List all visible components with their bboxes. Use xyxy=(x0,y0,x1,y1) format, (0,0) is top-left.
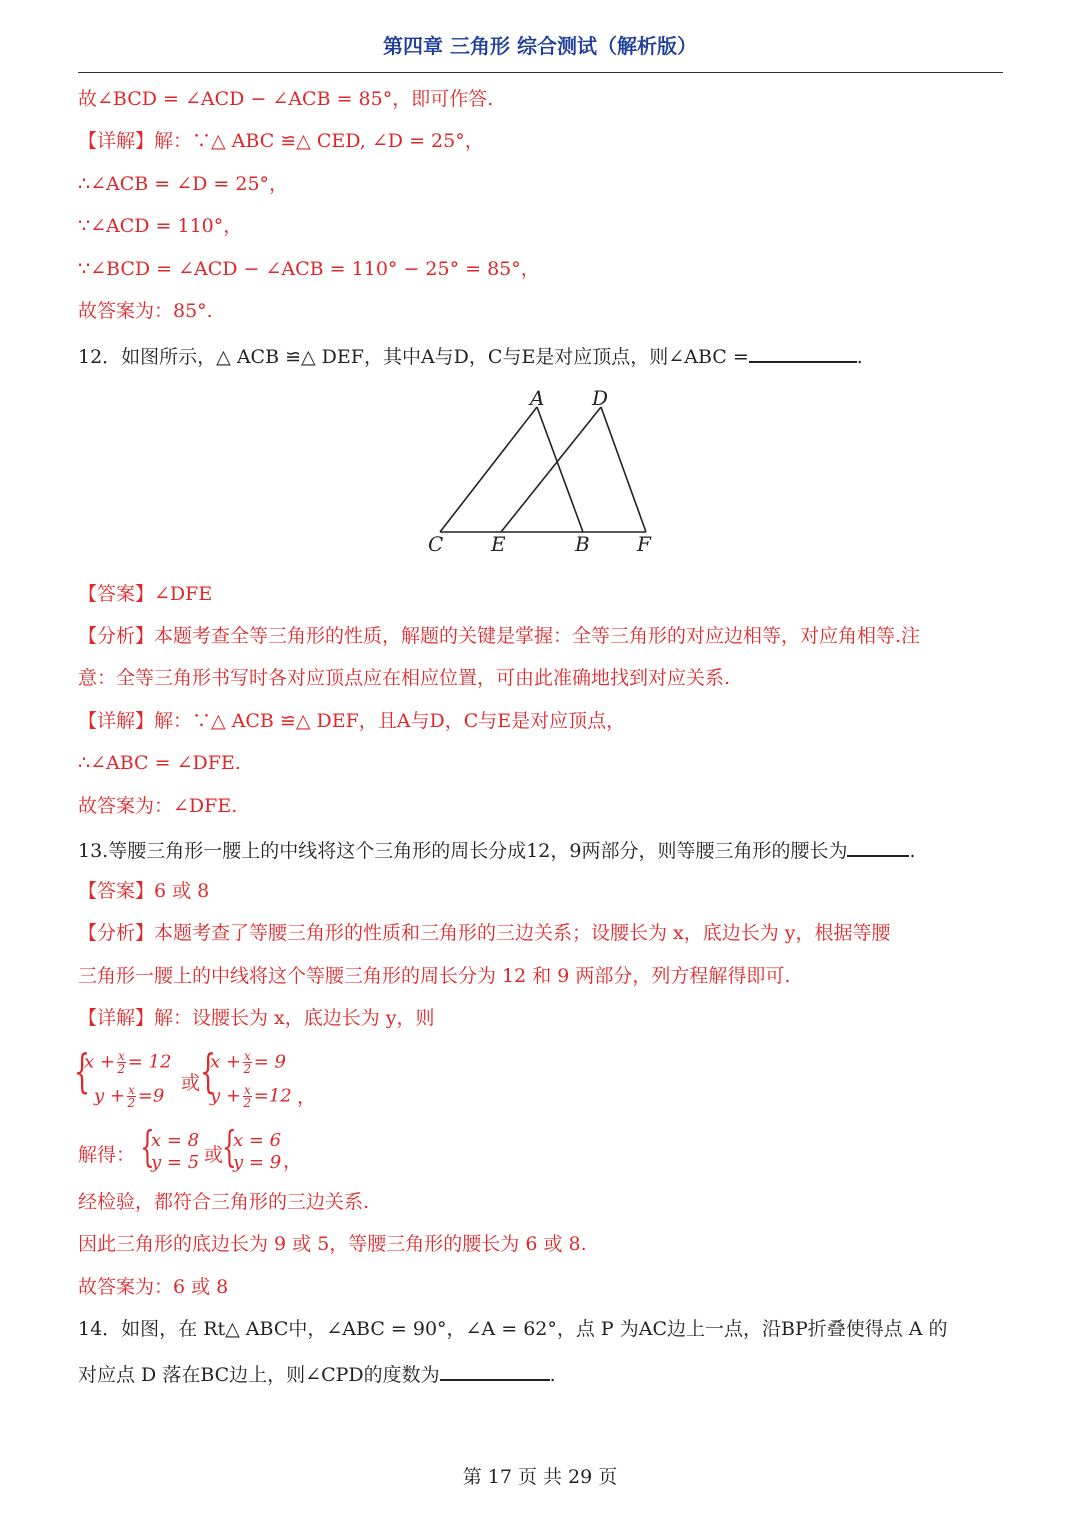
q13-detail-1: 【详解】解：设腰长为 x，底边长为 y，则 xyxy=(78,1007,435,1029)
system-1-row-1: x + $\frac{x}{2}$ = 12 xyxy=(84,1049,172,1076)
solution-2-row-1: x = 6 xyxy=(233,1130,282,1151)
system-2-row-2: y + $\frac{x}{2}$ =12 xyxy=(210,1083,292,1110)
label-d: D xyxy=(592,386,609,410)
system-1-row-2: y + $\frac{x}{2}$ =9 xyxy=(94,1083,165,1110)
q12-question xyxy=(78,341,1008,370)
label-e: E xyxy=(491,532,506,556)
q13-final: 故答案为：6 或 8 xyxy=(78,1276,229,1298)
segment-ca xyxy=(440,407,537,532)
system-2-row-1: x + $\frac{x}{2}$ = 9 xyxy=(210,1049,287,1076)
q13-comma-2: ， xyxy=(283,1150,303,1172)
q12-answer-blank xyxy=(749,341,857,363)
q12-analysis-1: 【分析】本题考查全等三角形的性质，解题的关键是掌握：全等三角形的对应边相等，对应角相等.注 xyxy=(78,625,921,647)
q13-or-1: 或 xyxy=(181,1072,201,1094)
q13-answer: 【答案】6 或 8 xyxy=(78,880,210,902)
label-c: C xyxy=(428,532,444,556)
q12-analysis-2: 意：全等三角形书写时各对应顶点应在相应位置，可由此准确地找到对应关系. xyxy=(78,667,731,689)
prev-line-1: 故∠BCD = ∠ACD − ∠ACB = 85°，即可作答. xyxy=(78,88,494,110)
label-f: F xyxy=(637,532,651,556)
q14-line-2 xyxy=(78,1359,1008,1388)
brace-icon: { xyxy=(140,1122,155,1171)
q13-comma-1: ， xyxy=(297,1086,317,1108)
prev-line-2: 【详解】解：∵△ ABC ≌△ CED, ∠D = 25°， xyxy=(78,130,484,152)
q13-question-text: 13.等腰三角形一腰上的中线将这个三角形的周长分成12，9两部分，则等腰三角形的腰长为 xyxy=(78,840,848,862)
label-a: A xyxy=(530,386,545,410)
segment-df xyxy=(601,407,646,532)
q13-answer-blank xyxy=(847,835,909,857)
prev-line-6: 故答案为：85°. xyxy=(78,300,213,322)
label-b: B xyxy=(575,532,590,556)
q14-line-2-text: 对应点 D 落在BC边上，则∠CPD的度数为 xyxy=(78,1364,440,1386)
brace-icon: { xyxy=(200,1044,217,1098)
q13-or-2: 或 xyxy=(204,1144,224,1166)
q12-triangle-figure xyxy=(420,385,670,560)
prev-line-5: ∵∠BCD = ∠ACD − ∠ACB = 110° − 25° = 85°， xyxy=(78,258,540,280)
solution-1-row-2: y = 5 xyxy=(151,1152,200,1173)
header-rule xyxy=(78,72,1003,73)
prev-line-4: ∵∠ACD = 110°， xyxy=(78,215,243,237)
q12-detail-3: 故答案为：∠DFE. xyxy=(78,795,238,817)
q12-detail-1: 【详解】解：∵△ ACB ≌△ DEF，且A与D，C与E是对应顶点， xyxy=(78,710,626,732)
q13-check: 经检验，都符合三角形的三边关系. xyxy=(78,1191,370,1213)
prev-line-3: ∴∠ACB = ∠D = 25°， xyxy=(78,173,289,195)
q13-question-end: . xyxy=(909,840,916,862)
brace-icon: { xyxy=(74,1044,91,1098)
q13-analysis-1: 【分析】本题考查了等腰三角形的性质和三角形的三边关系；设腰长为 x，底边长为 y，根据等腰 xyxy=(78,922,891,944)
segment-ab xyxy=(537,407,583,532)
q12-question-text: 12．如图所示，△ ACB ≌△ DEF，其中A与D，C与E是对应顶点，则∠ABC = xyxy=(78,346,749,368)
q12-question-end: . xyxy=(856,346,863,368)
page-header-title: 第四章 三角形 综合测试（解析版） xyxy=(383,34,697,58)
page-footer: 第 17 页 共 29 页 xyxy=(462,1466,618,1488)
q14-line-2-end: . xyxy=(549,1364,556,1386)
q13-analysis-2: 三角形一腰上的中线将这个等腰三角形的周长分为 12 和 9 两部分，列方程解得即可. xyxy=(78,965,791,987)
q13-solve-label: 解得： xyxy=(78,1144,136,1166)
q13-question xyxy=(78,835,1008,864)
solution-1-row-1: x = 8 xyxy=(151,1130,200,1151)
q12-answer: 【答案】∠DFE xyxy=(78,583,213,605)
segment-ed xyxy=(501,407,601,532)
q14-line-1: 14．如图，在 Rt△ ABC中，∠ABC = 90°，∠A = 62°，点 P 为AC边上一点，沿BP折叠使得点 A 的 xyxy=(78,1318,948,1340)
q13-conclusion: 因此三角形的底边长为 9 或 5，等腰三角形的腰长为 6 或 8. xyxy=(78,1233,587,1255)
q14-answer-blank xyxy=(440,1359,550,1381)
q12-detail-2: ∴∠ABC = ∠DFE. xyxy=(78,752,241,774)
brace-icon: { xyxy=(222,1122,237,1171)
solution-2-row-2: y = 9 xyxy=(233,1152,282,1173)
